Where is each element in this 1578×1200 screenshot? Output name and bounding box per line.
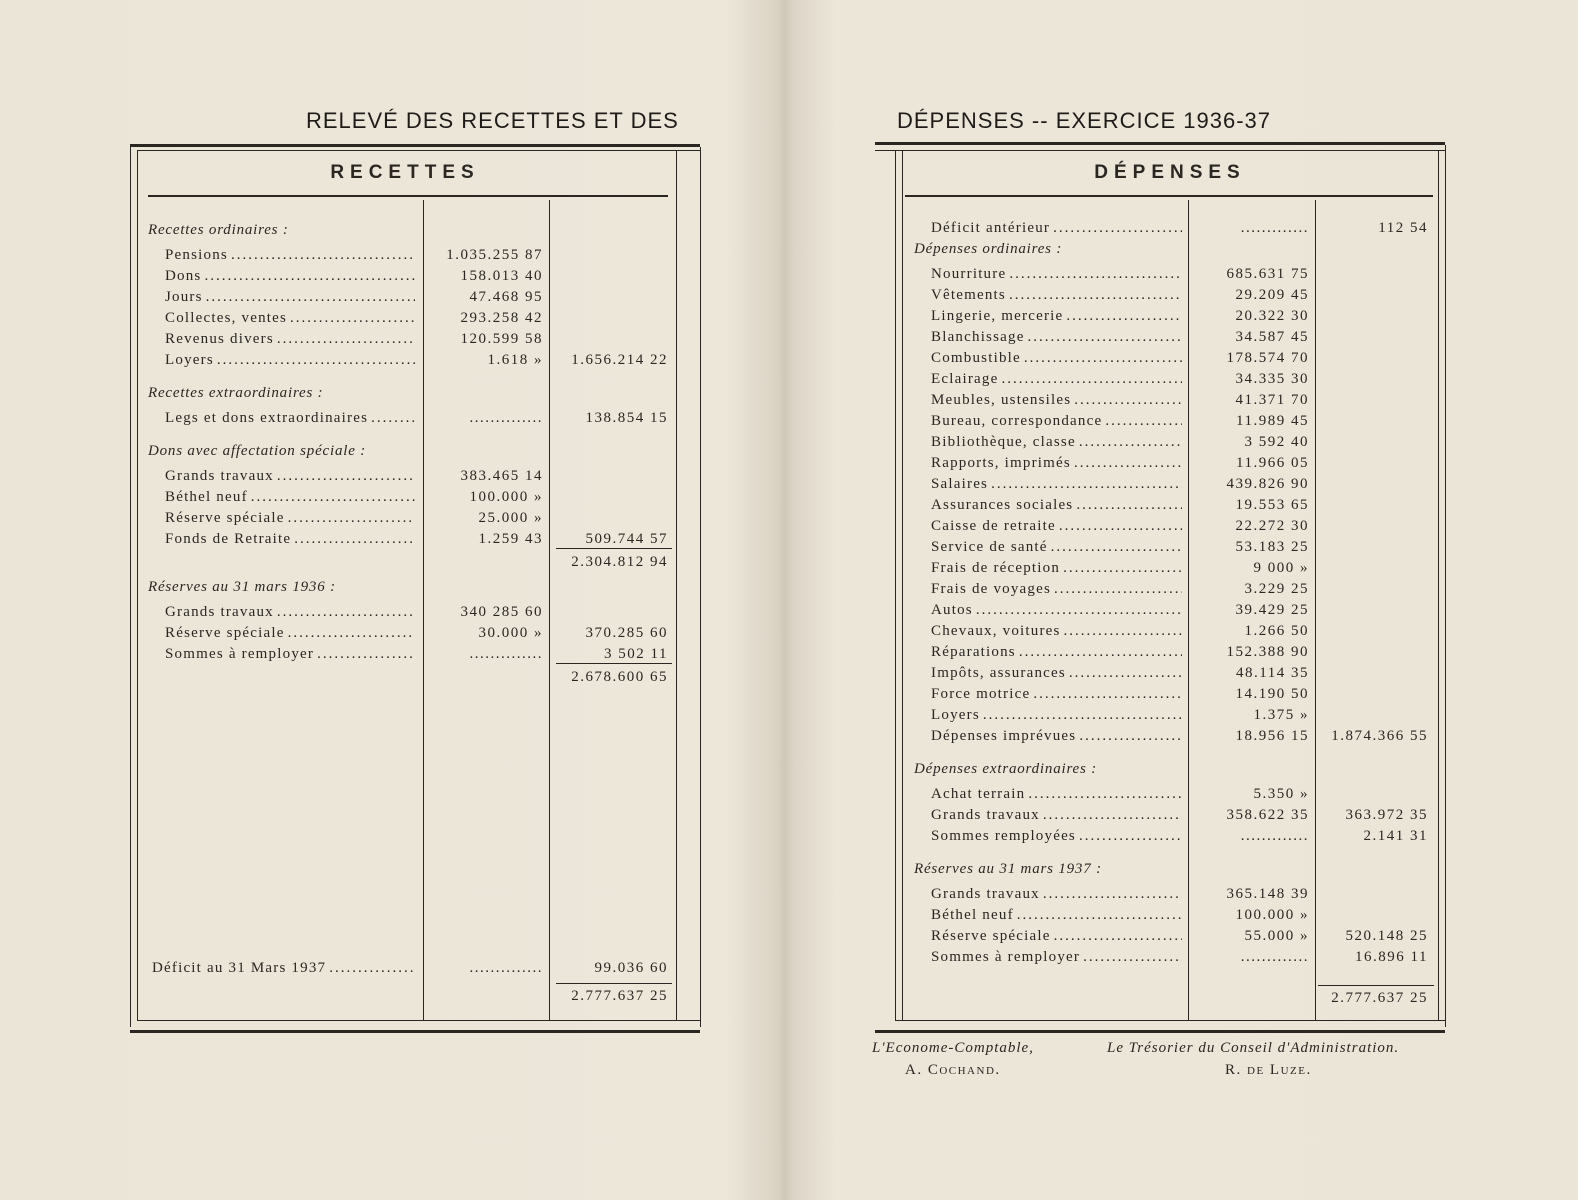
- table-row: [931, 516, 1428, 536]
- amount-col1: 11.989 45: [1236, 413, 1309, 429]
- table-row: [931, 579, 1428, 599]
- deficit-row: [152, 958, 668, 978]
- amount-col2: 138.854 15: [585, 410, 668, 426]
- row-label-text: Déficit au 31 Mars 1937: [152, 960, 327, 976]
- category-heading: Dépenses ordinaires :: [914, 241, 1063, 257]
- amount-col1: .............: [1240, 949, 1309, 965]
- row-label: [165, 287, 415, 307]
- amount-col1: 1.035.255 87: [446, 247, 543, 263]
- row-label: [931, 495, 1182, 515]
- amount-col1: 439.826 90: [1226, 476, 1309, 492]
- row-label: [931, 516, 1182, 536]
- leader-dots: [290, 308, 415, 328]
- row-label-text: Combustible: [931, 350, 1021, 366]
- depenses-heading: DÉPENSES: [1094, 162, 1246, 183]
- signature-right-title: Le Trésorier du Conseil d'Administration.: [1107, 1040, 1400, 1056]
- amount-col1: 25.000 »: [478, 510, 543, 526]
- amount-col1: 358.622 35: [1226, 807, 1309, 823]
- table-row: [931, 905, 1428, 925]
- leader-dots: [1074, 390, 1182, 410]
- amount-col1: 20.322 30: [1235, 308, 1309, 324]
- amount-col1: 34.587 45: [1235, 329, 1309, 345]
- amount-col1: .............: [1240, 220, 1309, 236]
- row-label: [931, 474, 1182, 494]
- amount-col1: ..............: [469, 410, 543, 426]
- amount-col1: 41.371 70: [1235, 392, 1309, 408]
- row-label-text: Sommes remployées: [931, 828, 1076, 844]
- row-label: [931, 621, 1182, 641]
- row-label: [931, 805, 1182, 825]
- amount-col1: 19.553 65: [1235, 497, 1309, 513]
- row-label: [931, 348, 1182, 368]
- grand-total-rule: [1318, 985, 1434, 986]
- row-label-text: Autos: [931, 602, 973, 618]
- row-label: [931, 285, 1182, 305]
- amount-col2: 509.744 57: [585, 531, 668, 547]
- amount-col1: 29.209 45: [1235, 287, 1309, 303]
- row-label: [165, 644, 415, 664]
- row-label: [165, 266, 415, 286]
- amount-col1: 100.000 »: [1235, 907, 1309, 923]
- grand-total: 2.777.637 25: [1331, 990, 1428, 1006]
- leader-dots: [277, 329, 415, 349]
- row-label: [931, 726, 1182, 746]
- leader-dots: [1001, 369, 1182, 389]
- row-label: [931, 218, 1182, 238]
- row-label: [165, 466, 415, 486]
- amount-col2: 370.285 60: [585, 625, 668, 641]
- leader-dots: [1064, 621, 1182, 641]
- grand-total-rule: [556, 983, 672, 984]
- amount-col1: 9 000 »: [1253, 560, 1309, 576]
- table-row: [165, 644, 668, 664]
- category-heading: Réserves au 31 mars 1937 :: [914, 861, 1102, 877]
- table-row: [931, 621, 1428, 641]
- row-label-text: Assurances sociales: [931, 497, 1074, 513]
- amount-col1: 47.468 95: [469, 289, 543, 305]
- leader-dots: [1053, 218, 1182, 238]
- row-label: [165, 329, 415, 349]
- amount-col2: 112 54: [1378, 220, 1428, 236]
- amount-col1: 39.429 25: [1235, 602, 1309, 618]
- leader-dots: [1033, 684, 1182, 704]
- signature-left-name: A. Cochand.: [905, 1062, 1001, 1078]
- row-label-text: Grands travaux: [931, 807, 1040, 823]
- leader-dots: [204, 266, 415, 286]
- row-label: [931, 926, 1182, 946]
- leader-dots: [1079, 432, 1182, 452]
- amount-col1: 11.966 05: [1236, 455, 1309, 471]
- table-row: [165, 308, 668, 328]
- row-label-text: Sommes à remployer: [931, 949, 1081, 965]
- row-label: [931, 432, 1182, 452]
- leader-dots: [1009, 285, 1182, 305]
- leader-dots: [1028, 784, 1182, 804]
- leader-dots: [1054, 926, 1182, 946]
- row-label: [931, 947, 1182, 967]
- row-label: [931, 784, 1182, 804]
- leader-dots: [206, 287, 415, 307]
- amount-col1: 22.272 30: [1235, 518, 1309, 534]
- row-label-text: Dépenses imprévues: [931, 728, 1077, 744]
- leader-dots: [1079, 826, 1182, 846]
- leader-dots: [1019, 642, 1182, 662]
- leader-dots: [1079, 726, 1182, 746]
- leader-dots: [217, 350, 415, 370]
- amount-col2: 1.874.366 55: [1331, 728, 1428, 744]
- row-label-text: Eclairage: [931, 371, 999, 387]
- row-label: [931, 905, 1182, 925]
- row-label-text: Vêtements: [931, 287, 1006, 303]
- row-label-text: Jours: [165, 289, 203, 305]
- table-row: [931, 663, 1428, 683]
- row-label: [165, 508, 415, 528]
- table-row: [931, 805, 1428, 825]
- title-left: RELEVÉ DES RECETTES ET DES: [306, 108, 679, 133]
- amount-col1: 1.618 »: [487, 352, 543, 368]
- amount-col1: 48.114 35: [1236, 665, 1309, 681]
- table-row: [931, 218, 1428, 238]
- category-heading: Recettes ordinaires :: [148, 222, 289, 238]
- row-label: [931, 264, 1182, 284]
- amount-col1: 100.000 »: [469, 489, 543, 505]
- signature-right-name: R. de Luze.: [1225, 1062, 1312, 1078]
- row-label-text: Bibliothèque, classe: [931, 434, 1076, 450]
- amount-col1: 152.388 90: [1226, 644, 1309, 660]
- table-row: [931, 684, 1428, 704]
- leader-dots: [1059, 516, 1182, 536]
- table-row: [165, 508, 668, 528]
- table-row: [931, 705, 1428, 725]
- leader-dots: [983, 705, 1182, 725]
- row-label-text: Dons: [165, 268, 202, 284]
- amount-col1: 365.148 39: [1226, 886, 1309, 902]
- table-row: [931, 285, 1428, 305]
- table-row: [931, 306, 1428, 326]
- row-label-text: Loyers: [931, 707, 980, 723]
- recettes-heading: RECETTES: [330, 162, 480, 183]
- table-row: [931, 784, 1428, 804]
- leader-dots: [288, 623, 415, 643]
- table-row: [165, 287, 668, 307]
- table-row: [165, 487, 668, 507]
- table-row: [165, 266, 668, 286]
- table-row: [931, 884, 1428, 904]
- amount-col1: 30.000 »: [478, 625, 543, 641]
- row-label: [165, 487, 415, 507]
- row-label: [165, 529, 415, 549]
- leader-dots: [1069, 663, 1182, 683]
- row-label-text: Béthel neuf: [931, 907, 1014, 923]
- row-label-text: Chevaux, voitures: [931, 623, 1061, 639]
- table-row: [931, 495, 1428, 515]
- row-label-text: Frais de voyages: [931, 581, 1052, 597]
- leader-dots: [277, 466, 415, 486]
- row-label: [931, 684, 1182, 704]
- row-label: [931, 884, 1182, 904]
- row-label-text: Service de santé: [931, 539, 1048, 555]
- table-row: [931, 600, 1428, 620]
- row-label: [931, 642, 1182, 662]
- amount-col1: 3 592 40: [1244, 434, 1309, 450]
- amount-col1: 55.000 »: [1244, 928, 1309, 944]
- row-label: [931, 306, 1182, 326]
- amount-col1: 5.350 »: [1253, 786, 1309, 802]
- amount-col1: 340 285 60: [460, 604, 543, 620]
- amount-col1: 14.190 50: [1235, 686, 1309, 702]
- leader-dots: [976, 600, 1182, 620]
- table-row: [165, 245, 668, 265]
- row-label-text: Pensions: [165, 247, 228, 263]
- row-label: [931, 453, 1182, 473]
- row-label-text: Force motrice: [931, 686, 1031, 702]
- table-row: [931, 390, 1428, 410]
- leader-dots: [1074, 453, 1182, 473]
- leader-dots: [1009, 264, 1182, 284]
- category-heading: Dépenses extraordinaires :: [914, 761, 1097, 777]
- row-label: [165, 408, 415, 428]
- subtotal-value: 2.304.812 94: [571, 554, 668, 570]
- leader-dots: [317, 644, 415, 664]
- amount-col1: 3.229 25: [1244, 581, 1309, 597]
- leader-dots: [277, 602, 415, 622]
- leader-dots: [1076, 495, 1182, 515]
- leader-dots: [1063, 558, 1182, 578]
- row-label: [165, 350, 415, 370]
- category-heading: Réserves au 31 mars 1936 :: [148, 579, 336, 595]
- row-label: [931, 411, 1182, 431]
- leader-dots: [329, 958, 415, 978]
- row-label-text: Béthel neuf: [165, 489, 248, 505]
- table-row: [931, 474, 1428, 494]
- row-label-text: Meubles, ustensiles: [931, 392, 1072, 408]
- table-row: [165, 350, 668, 370]
- leader-dots: [294, 529, 415, 549]
- amount-col2: 2.141 31: [1363, 828, 1428, 844]
- row-label-text: Lingerie, mercerie: [931, 308, 1064, 324]
- subtotal-rule: [556, 548, 672, 549]
- amount-col1: 178.574 70: [1226, 350, 1309, 366]
- row-label-text: Réserve spéciale: [165, 510, 285, 526]
- row-label-text: Rapports, imprimés: [931, 455, 1071, 471]
- leader-dots: [1017, 905, 1182, 925]
- leader-dots: [231, 245, 415, 265]
- amount-col1: 18.956 15: [1235, 728, 1309, 744]
- amount-col1: ..............: [469, 646, 543, 662]
- row-label-text: Grands travaux: [165, 468, 274, 484]
- table-row: [931, 327, 1428, 347]
- row-label: [931, 826, 1182, 846]
- leader-dots: [251, 487, 415, 507]
- amount-col1: 1.266 50: [1244, 623, 1309, 639]
- amount-col2: 363.972 35: [1345, 807, 1428, 823]
- row-label-text: Nourriture: [931, 266, 1007, 282]
- table-row: [931, 411, 1428, 431]
- table-row: [931, 826, 1428, 846]
- amount-col1: 53.183 25: [1235, 539, 1309, 555]
- row-label: [165, 602, 415, 622]
- table-row: [931, 264, 1428, 284]
- leader-dots: [1043, 884, 1182, 904]
- subtotal-rule: [556, 663, 672, 664]
- amount-col2: 3 502 11: [604, 646, 668, 662]
- row-label-text: Blanchissage: [931, 329, 1025, 345]
- table-row: [165, 408, 668, 428]
- table-row: [931, 726, 1428, 746]
- amount-col2: 99.036 60: [594, 960, 668, 976]
- row-label: [931, 600, 1182, 620]
- table-row: [931, 947, 1428, 967]
- leader-dots: [1028, 327, 1182, 347]
- amount-col2: 16.896 11: [1355, 949, 1428, 965]
- leader-dots: [1066, 306, 1182, 326]
- row-label-text: Salaires: [931, 476, 989, 492]
- subtotal-value: 2.678.600 65: [571, 669, 668, 685]
- amount-col1: .............: [1240, 828, 1309, 844]
- table-row: [931, 537, 1428, 557]
- row-label: [165, 245, 415, 265]
- row-label: [931, 390, 1182, 410]
- row-label: [931, 327, 1182, 347]
- amount-col1: 383.465 14: [460, 468, 543, 484]
- signature-left-title: L'Econome-Comptable,: [872, 1040, 1034, 1056]
- table-row: [931, 453, 1428, 473]
- row-label: [165, 308, 415, 328]
- table-row: [931, 926, 1428, 946]
- category-heading: Recettes extraordinaires :: [148, 385, 324, 401]
- row-label-text: Grands travaux: [931, 886, 1040, 902]
- row-label: [931, 537, 1182, 557]
- amount-col1: 1.375 »: [1253, 707, 1309, 723]
- row-label-text: Achat terrain: [931, 786, 1026, 802]
- table-row: [931, 642, 1428, 662]
- row-label-text: Caisse de retraite: [931, 518, 1056, 534]
- row-label-text: Réserve spéciale: [931, 928, 1051, 944]
- row-label: [165, 623, 415, 643]
- row-label-text: Bureau, correspondance: [931, 413, 1103, 429]
- row-label-text: Grands travaux: [165, 604, 274, 620]
- amount-col1: 685.631 75: [1226, 266, 1309, 282]
- table-row: [931, 369, 1428, 389]
- amount-col2: 1.656.214 22: [571, 352, 668, 368]
- amount-col1: 1.259 43: [478, 531, 543, 547]
- leader-dots: [1043, 805, 1182, 825]
- amount-col2: 520.148 25: [1345, 928, 1428, 944]
- row-label: [931, 558, 1182, 578]
- row-label-text: Déficit antérieur: [931, 220, 1051, 236]
- leader-dots: [1083, 947, 1182, 967]
- row-label: [152, 958, 415, 978]
- leader-dots: [1051, 537, 1182, 557]
- category-heading: Dons avec affectation spéciale :: [148, 443, 367, 459]
- title-right: DÉPENSES -- EXERCICE 1936-37: [897, 108, 1272, 133]
- table-row: [931, 432, 1428, 452]
- amount-col1: 158.013 40: [460, 268, 543, 284]
- row-label-text: Legs et dons extraordinaires: [165, 410, 369, 426]
- row-label: [931, 663, 1182, 683]
- amount-col1: 293.258 42: [460, 310, 543, 326]
- leader-dots: [1054, 579, 1182, 599]
- row-label-text: Impôts, assurances: [931, 665, 1066, 681]
- leader-dots: [1024, 348, 1182, 368]
- row-label: [931, 369, 1182, 389]
- row-label-text: Revenus divers: [165, 331, 274, 347]
- table-row: [165, 466, 668, 486]
- row-label-text: Réserve spéciale: [165, 625, 285, 641]
- amount-col1: ..............: [469, 960, 543, 976]
- grand-total: 2.777.637 25: [571, 988, 668, 1004]
- row-label-text: Sommes à remployer: [165, 646, 315, 662]
- row-label-text: Collectes, ventes: [165, 310, 288, 326]
- leader-dots: [371, 408, 415, 428]
- amount-col1: 120.599 58: [460, 331, 543, 347]
- amount-col1: 34.335 30: [1235, 371, 1309, 387]
- row-label: [931, 705, 1182, 725]
- table-row: [165, 602, 668, 622]
- leader-dots: [288, 508, 415, 528]
- row-label-text: Réparations: [931, 644, 1016, 660]
- leader-dots: [991, 474, 1182, 494]
- table-row: [931, 558, 1428, 578]
- leader-dots: [1105, 411, 1182, 431]
- row-label-text: Fonds de Retraite: [165, 531, 292, 547]
- row-label: [931, 579, 1182, 599]
- table-row: [165, 329, 668, 349]
- table-row: [165, 623, 668, 643]
- table-row: [165, 529, 668, 549]
- row-label-text: Loyers: [165, 352, 214, 368]
- table-row: [931, 348, 1428, 368]
- row-label-text: Frais de réception: [931, 560, 1061, 576]
